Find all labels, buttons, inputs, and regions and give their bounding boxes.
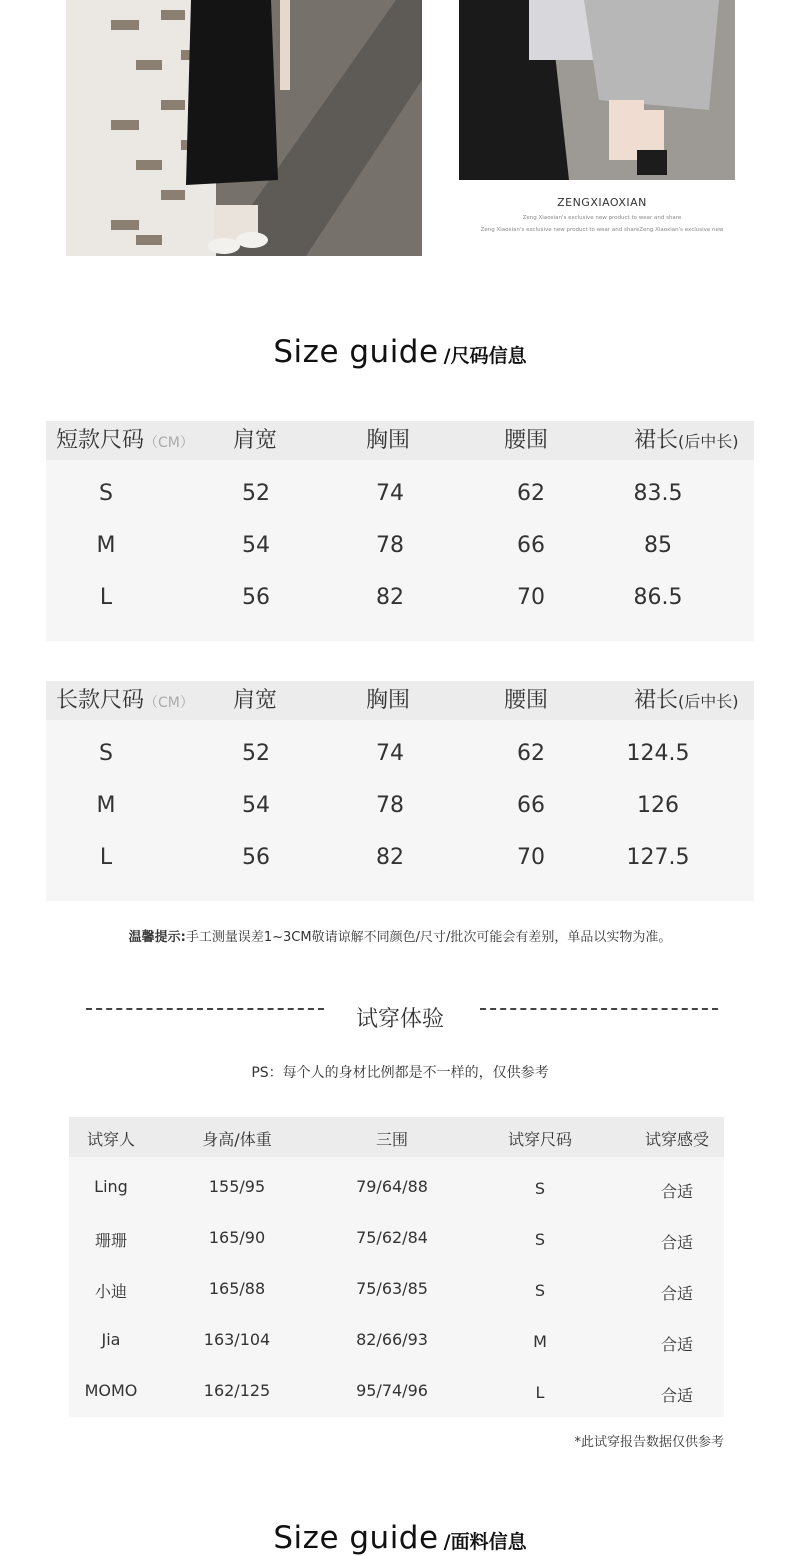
fabric-info-title	[0, 1520, 800, 1556]
brand-tagline-repeat: Zeng Xiaoxian's exclusive new product to wear and shareZeng Xiaoxian's exclusive new	[480, 227, 724, 233]
header-length: 裙长(后中长)	[634, 688, 739, 713]
long-table-cell: 52	[242, 741, 270, 766]
short-table-cell: 74	[376, 481, 404, 506]
try-on-row-cell: 163/104	[203, 1330, 271, 1349]
try-on-row-cell: Jia	[101, 1330, 121, 1349]
try-on-row-cell: S	[534, 1281, 546, 1300]
try-on-row-cell: 小迪	[94, 1282, 127, 1301]
measurement-notice	[0, 926, 800, 945]
long-table-cell: 78	[376, 793, 404, 818]
header-length: 裙长(后中长)	[634, 428, 739, 453]
try-on-header-cell: 身高/体重	[202, 1130, 272, 1149]
short-size-table-header	[46, 421, 754, 460]
try-on-row-cell: MOMO	[84, 1381, 138, 1400]
try-on-table	[69, 1117, 724, 1417]
notice-label: 温馨提示:	[128, 930, 186, 945]
header-size-label: 短款尺码（CM）	[56, 428, 194, 453]
try-on-header-cell: 三围	[375, 1130, 408, 1149]
long-table-cell: 127.5	[626, 845, 690, 870]
long-table-cell: 54	[242, 793, 270, 818]
try-on-ps: PS：每个人的身材比例都是不一样的，仅供参考	[251, 1065, 549, 1081]
size-guide-title-en: Size guide	[273, 334, 439, 370]
long-table-cell: 66	[517, 793, 545, 818]
short-table-cell: 83.5	[633, 481, 683, 506]
brand-name: ZENGXIAOXIAN	[557, 196, 647, 209]
long-table-cell: 70	[517, 845, 545, 870]
long-table-cell: S	[99, 741, 113, 766]
try-on-title: 试穿体验	[355, 1007, 444, 1032]
try-on-row-cell: M	[533, 1332, 547, 1351]
try-on-footnote: *此试穿报告数据仅供参考	[574, 1435, 724, 1450]
brand-tagline: Zeng Xiaoxian's exclusive new product to wear and share	[522, 215, 682, 221]
try-on-row-cell: 合适	[660, 1335, 693, 1354]
try-on-header-cell: 试穿人	[86, 1130, 135, 1149]
try-on-row-cell: 79/64/88	[356, 1177, 428, 1196]
try-on-row-cell: 合适	[660, 1284, 693, 1303]
short-table-cell: 78	[376, 533, 404, 558]
notice-text: 手工测量误差1~3CM敬请谅解不同颜色/尺寸/批次可能会有差别，单品以实物为准。	[185, 930, 672, 945]
fabric-info-title-cn: /面料信息	[443, 1531, 527, 1553]
try-on-row-cell: S	[534, 1179, 546, 1198]
size-guide-title	[0, 334, 800, 370]
short-table-cell: 86.5	[633, 585, 683, 610]
short-table-cell: 82	[376, 585, 404, 610]
short-table-cell: 52	[242, 481, 270, 506]
long-table-cell: 82	[376, 845, 404, 870]
try-on-row-cell: 珊珊	[94, 1231, 127, 1250]
header-bust: 胸围	[366, 428, 411, 453]
try-on-row-cell: 165/88	[208, 1279, 266, 1298]
divider-left	[86, 1008, 324, 1010]
try-on-row-cell: 155/95	[208, 1177, 266, 1196]
long-table-cell: M	[96, 793, 116, 818]
long-table-cell: 74	[376, 741, 404, 766]
long-table-cell: 124.5	[626, 741, 690, 766]
short-size-table	[46, 421, 754, 641]
try-on-table-header	[69, 1117, 724, 1157]
try-on-row-cell: 75/62/84	[356, 1228, 428, 1247]
header-waist: 腰围	[504, 428, 549, 453]
model-photo-grey-dress	[459, 0, 735, 180]
size-guide-title-cn: /尺码信息	[443, 345, 527, 367]
try-on-row-cell: 95/74/96	[356, 1381, 428, 1400]
try-on-row-cell: 165/90	[208, 1228, 266, 1247]
short-table-cell: L	[99, 585, 113, 610]
short-table-cell: 56	[242, 585, 270, 610]
divider-right	[480, 1008, 718, 1010]
try-on-row-cell: 合适	[660, 1182, 693, 1201]
try-on-row-cell: Ling	[94, 1177, 128, 1196]
try-on-header-cell: 试穿感受	[644, 1130, 709, 1149]
short-table-cell: 85	[644, 533, 672, 558]
try-on-row-cell: 162/125	[203, 1381, 271, 1400]
long-table-cell: 126	[637, 793, 679, 818]
fabric-info-title-en: Size guide	[273, 1520, 439, 1556]
short-table-cell: 62	[517, 481, 545, 506]
long-size-table	[46, 681, 754, 901]
header-shoulder: 肩宽	[233, 688, 278, 713]
short-table-cell: 66	[517, 533, 545, 558]
try-on-row-cell: S	[534, 1230, 546, 1249]
long-size-table-header	[46, 681, 754, 720]
header-shoulder: 肩宽	[233, 428, 278, 453]
short-table-cell: S	[99, 481, 113, 506]
short-table-cell: 70	[517, 585, 545, 610]
long-table-cell: 56	[242, 845, 270, 870]
long-table-cell: 62	[517, 741, 545, 766]
try-on-row-cell: 合适	[660, 1386, 693, 1405]
try-on-header-cell: 试穿尺码	[507, 1130, 572, 1149]
long-table-cell: L	[99, 845, 113, 870]
try-on-row-cell: 合适	[660, 1233, 693, 1252]
header-bust: 胸围	[366, 688, 411, 713]
try-on-row-cell: 75/63/85	[356, 1279, 428, 1298]
try-on-row-cell: 82/66/93	[356, 1330, 428, 1349]
model-photo-black-skirt	[66, 0, 422, 256]
header-size-label: 长款尺码（CM）	[56, 688, 194, 713]
header-waist: 腰围	[504, 688, 549, 713]
short-table-cell: 54	[242, 533, 270, 558]
short-table-cell: M	[96, 533, 116, 558]
try-on-row-cell: L	[535, 1383, 545, 1402]
